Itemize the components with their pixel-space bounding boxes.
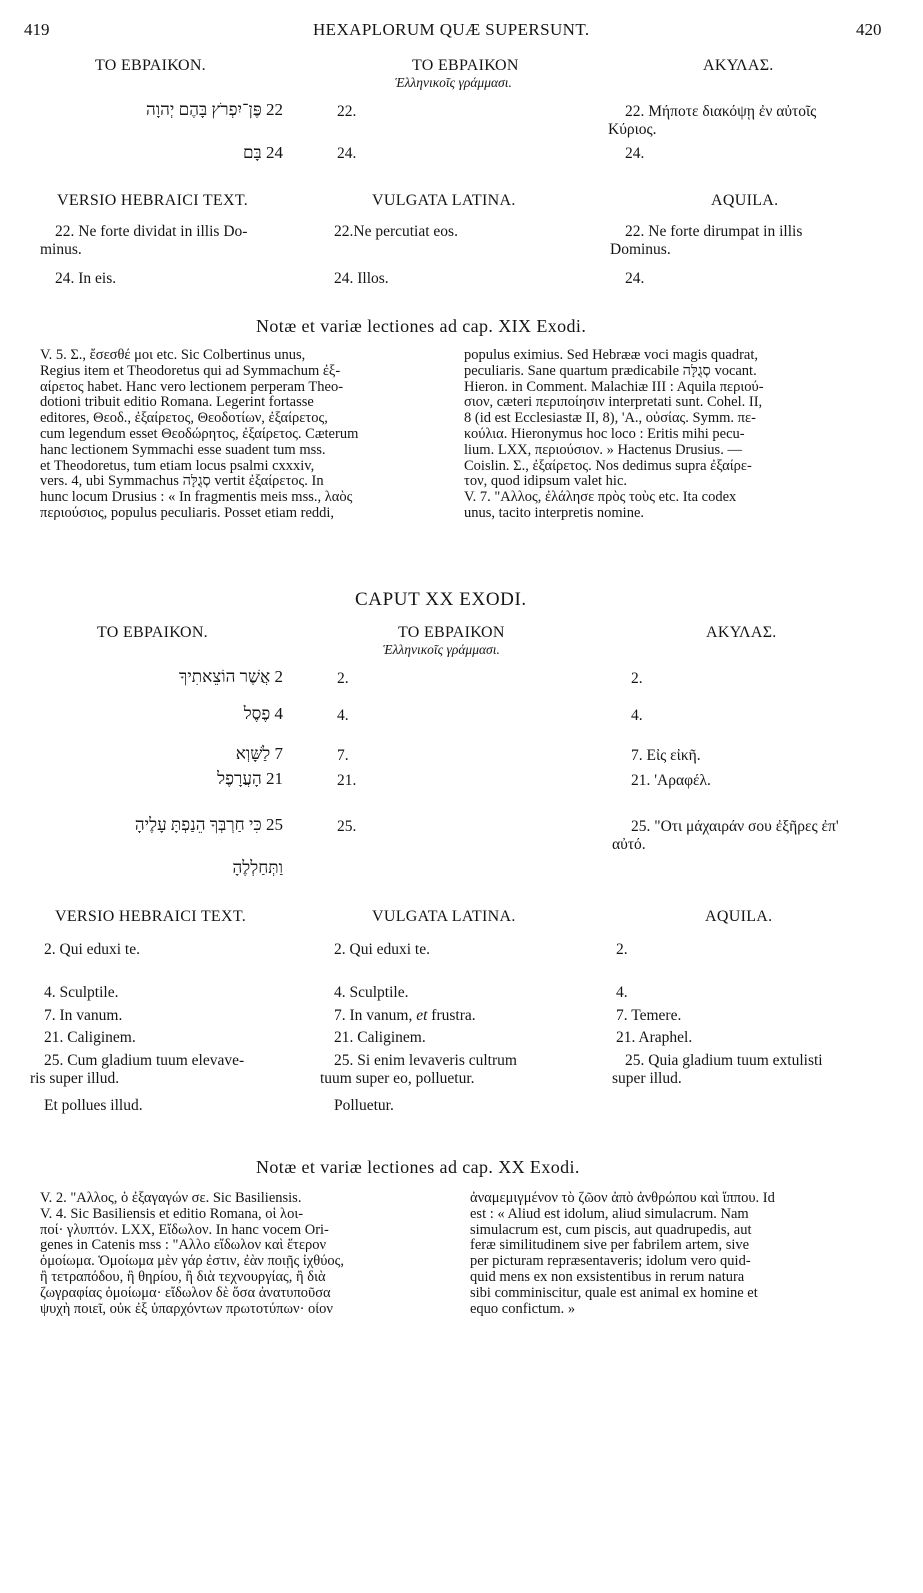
note-line: αίρετος habet. Hanc vero lectionem perperam Theo- [40,379,344,395]
hebrew-text: 21 הָעֲרָפֶל [217,769,283,788]
note-line: lium. LXX, περιούσιον. » Hactenus Drusius. — [464,442,742,458]
versio-text-cont: ris super illud. [30,1070,120,1087]
note-line: τον, quod idipsum valet hic. [464,474,628,490]
note-line: editores, Θεοδ., ἐξαίρετος, Θεοδοτίων, ἐξαίρετος, [40,411,328,427]
note-line: peculiaris. Sane quartum prædicabile סְגֻלָּה vocant. [464,363,757,379]
vulgata-text: 2. Qui eduxi te. [334,941,430,958]
col-vulgata-heading: VULGATA LATINA. [372,908,516,925]
note-line: dotioni tribuit editio Romana. Legerint fortasse [40,395,314,411]
note-line: hanc lectionem Symmachi esse suadent tum mss. [40,442,326,458]
aquila-greek: 22. Μήποτε διακόψῃ ἐν αὐτοῖς [625,103,817,120]
note-line: hunc locum Drusius : « In fragmentis meis mss., λαὸς [40,490,353,506]
aquila-latin-text: 7. Temere. [616,1007,682,1024]
verse-number: 2. [337,670,349,687]
notes-title: Notæ et variæ lectiones ad cap. XX Exodi. [256,1157,580,1177]
aquila-greek: 7. Εἰς εἰκῆ. [631,747,701,764]
versio-text: 2. Qui eduxi te. [44,941,140,958]
hebrew-text: 22 פֶּן־יִפְרֹץ בָּהֶם יְהוָה [145,100,283,119]
note-line: V. 5. Σ., ἔσεσθέ μοι etc. Sic Colbertinus unus, [40,348,306,363]
col-vulgata-heading: VULGATA LATINA. [372,192,516,209]
note-line: ἀναμεμιγμένον τὸ ζῶον ἀπὸ ἀνθρώπου καὶ ἵππου. Id [470,1191,775,1206]
notes-left-column [40,1191,452,1317]
aquila-latin-text-cont: Dominus. [610,241,671,258]
aquila-latin-text: 24. [625,270,645,287]
note-line: feræ similitudinem sive per fabrilem artem, sive [470,1238,750,1254]
versio-text: 24. In eis. [55,270,117,287]
verse-number: 7. [337,747,349,764]
col-hebrew-heading: ΤΟ ΕΒΡΑΙΚΟΝ. [97,624,208,641]
note-line: ψυχὴ ποιεῖ, οὐκ ἐξ ὑπαρχόντων πρωτοτύπων· οἷον [40,1301,333,1317]
col-versio-heading: VERSIO HEBRAICI TEXT. [57,192,249,209]
hebrew-text: וַתְּחַלְלֶהָ [232,858,283,877]
note-line: Coislin. Σ., ἐξαίρετος. Nos dedimus supra ἐξαίρε- [464,458,752,474]
aquila-latin-text: 22. Ne forte dirumpat in illis [625,223,803,240]
note-line: σιον, cæteri περιποίησιν interpretati sunt. Cohel. II, [464,395,763,411]
aquila-latin-text: 25. Quia gladium tuum extulisti [625,1052,823,1069]
hebrew-text: 2 אֲשֶׁר הוֹצֵאתִיךָ [178,667,283,686]
notes-right-column [470,1191,888,1317]
note-line: simulacrum est, cum piscis, aut quadrupedis, aut [470,1222,752,1238]
note-line: περιούσιος, populus peculiaris. Posset etiam reddi, [40,505,335,521]
col-transliteration-subheading: Ἑλληνικοῖς γράμμασι. [395,75,512,90]
note-line: κούλια. Hieronymus hoc loco : Eritis mihi pecu- [464,426,745,442]
col-transliteration-subheading: Ἑλληνικοῖς γράμμασι. [383,642,500,657]
verse-number: 21. [337,772,357,789]
col-aquila-heading: ΑΚΥΛΑΣ. [703,57,774,74]
versio-text: 22. Ne forte dividat in illis Do- [55,223,248,240]
verse-number: 25. [337,818,357,835]
notes-right-column [464,348,888,522]
col-aquila-heading: ΑΚΥΛΑΣ. [706,624,777,641]
verse-number: 22. [337,103,357,120]
vulgata-text: 24. Illos. [334,270,389,287]
hebrew-text: 24 בָּם [242,143,283,162]
notes-title: Notæ et variæ lectiones ad cap. XIX Exodi. [256,316,587,336]
versio-text-cont: minus. [40,241,82,258]
aquila-greek: 25. "Οτι μάχαιράν σου ἐξῆρες ἐπ' [631,818,839,835]
col-hebrew-heading: ΤΟ ΕΒΡΑΙΚΟΝ. [95,57,206,74]
verse-number: 4. [337,707,349,724]
versio-text: Et pollues illud. [44,1097,143,1114]
notes-left-column [40,348,452,522]
note-line: Regius item et Theodoretus qui ad Symmachum ἐξ- [40,363,341,379]
versio-text: 4. Sculptile. [44,984,119,1001]
col-transliteration-heading: ΤΟ ΕΒΡΑΙΚΟΝ [398,624,505,641]
col-aquila-latin-heading: AQUILA. [711,192,779,209]
note-line: ποί· γλυπτόν. LXX, Εἴδωλον. In hanc vocem Ori- [40,1222,329,1238]
note-line: sibi comminiscitur, quale est animal ex homine et [470,1285,758,1301]
aquila-greek-cont: αὐτό. [612,836,646,853]
note-line: equo confictum. » [470,1301,576,1317]
vulgata-text: 22.Ne percutiat eos. [334,223,458,240]
hebrew-text: 7 לַשָּׁוְא [235,744,283,763]
col-aquila-latin-heading: AQUILA. [705,908,773,925]
running-title: HEXAPLORUM QUÆ SUPERSUNT. [313,20,590,39]
note-line: genes in Catenis mss : "Αλλο εἴδωλον καὶ ἕτερον [40,1238,327,1254]
vulgata-text-cont: tuum super eo, polluetur. [320,1070,475,1087]
note-line: populus eximius. Sed Hebrææ voci magis quadrat, [464,348,758,363]
aquila-greek: 2. [631,670,643,687]
aquila-latin-text-cont: super illud. [612,1070,682,1087]
note-line: quid mens ex non exsistentibus in rerum natura [470,1269,745,1285]
versio-text: 25. Cum gladium tuum elevave- [44,1052,245,1069]
hebrew-text: 25 כִּי חַרְבְּךָ הֵנַפְתָּ עָלֶיהָ [134,815,283,834]
vulgata-text: 4. Sculptile. [334,984,409,1001]
note-line: Hieron. in Comment. Malachiæ III : Aquila περιού- [464,379,764,395]
note-line: est : « Aliud est idolum, aliud simulacrum. Nam [470,1206,749,1222]
aquila-greek-cont: Κύριος. [608,121,657,138]
note-line: ζωγραφίας ὁμοίωμα· εἴδωλον δὲ ὅσα ἀνατυποῦσα [40,1285,331,1301]
verse-number: 24. [337,145,357,162]
note-line: cum legendum esset Θεοδώρητος, ἐξαίρετος. Cæterum [40,426,359,442]
note-line: ἢ τετραπόδου, ἢ θηρίου, ἢ διὰ τεχνουργίας, ἢ διὰ [40,1269,326,1285]
note-line: V. 4. Sic Basiliensis et editio Romana, οἱ λοι- [40,1206,304,1222]
aquila-latin-text: 21. Araphel. [616,1029,693,1046]
vulgata-text: 25. Si enim levaveris cultrum [334,1052,517,1069]
note-line: per picturam repræsentaveris; idolum vero quid- [470,1254,751,1270]
note-line: ὁμοίωμα. Ὁμοίωμα μὲν γάρ ἐστιν, ἐὰν ποιῇς ἰχθύος, [40,1254,344,1270]
versio-text: 21. Caliginem. [44,1029,136,1046]
chapter-heading: CAPUT XX EXODI. [355,589,527,610]
col-transliteration-heading: ΤΟ ΕΒΡΑΙΚΟΝ [412,57,519,74]
vulgata-text: 7. In vanum, et frustra. [334,1007,476,1024]
page-number-left: 419 [24,20,50,39]
col-versio-heading: VERSIO HEBRAICI TEXT. [55,908,247,925]
note-line: unus, tacito interpretis nomine. [464,505,645,521]
note-line: V. 7. "Αλλος, ἐλάλησε πρὸς τοὺς etc. Ita codex [464,490,737,506]
aquila-greek: 4. [631,707,643,724]
note-line: 8 (id est Ecclesiastæ II, 8), 'A., οὐσίας. Symm. πε- [464,411,756,427]
vulgata-text: Polluetur. [334,1097,394,1114]
vulgata-text: 21. Caliginem. [334,1029,426,1046]
aquila-latin-text: 2. [616,941,628,958]
versio-text: 7. In vanum. [44,1007,123,1024]
note-line: vers. 4, ubi Symmachus סְגֻלָּה vertit ἐξαίρετος. In [40,474,324,490]
note-line: et Theodoretus, tum etiam locus psalmi cxxxiv, [40,458,315,474]
hebrew-text: 4 פֶסֶל [243,704,283,723]
note-line: V. 2. "Αλλος, ὁ ἐξαγαγών σε. Sic Basiliensis. [40,1191,302,1206]
aquila-greek: 21. 'Αραφέλ. [631,772,711,789]
aquila-greek: 24. [625,145,645,162]
aquila-latin-text: 4. [616,984,628,1001]
page-number-right: 420 [856,20,882,39]
